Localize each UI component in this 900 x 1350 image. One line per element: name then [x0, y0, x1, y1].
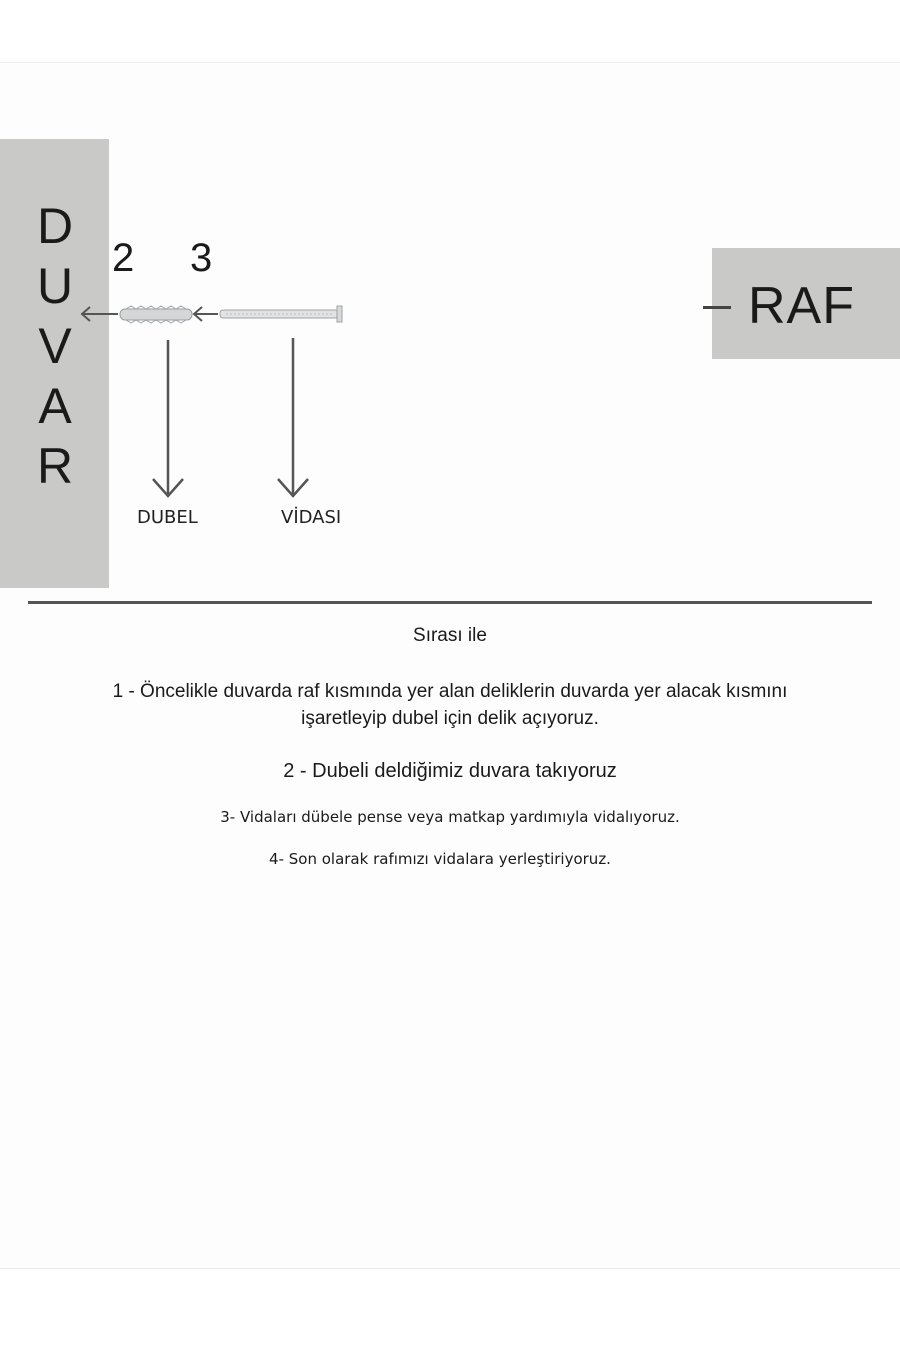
screw-label: VİDASI [281, 507, 342, 528]
dowel-icon [120, 306, 192, 323]
wall-letter: V [38, 318, 72, 374]
screw-label-arrow [278, 338, 308, 496]
wall-letter: A [38, 378, 72, 434]
bottom-band [0, 1268, 900, 1350]
instruction-step-1: 1 - Öncelikle duvarda raf kısmında yer alan deliklerin duvarda yer alacak kısmını işaretleyip dubel için delik açıyoruz. [112, 681, 788, 729]
dowel-label: DUBEL [137, 507, 198, 528]
instruction-step-2: 2 - Dubeli deldiğimiz duvara takıyoruz [283, 760, 617, 782]
instructions-heading: Sırası ile [413, 625, 487, 646]
instruction-step-3: 3- Vidaları dübele pense veya matkap yardımıyla vidalıyoruz. [220, 808, 680, 826]
divider-line [28, 601, 872, 604]
wall-letter: U [36, 258, 74, 314]
step-number-3: 3 [190, 236, 213, 280]
screw-icon [220, 306, 342, 322]
shelf-pointer [703, 306, 731, 309]
wall-arrow [82, 307, 118, 321]
step-number-2: 2 [112, 236, 135, 280]
shelf-label: RAF [748, 277, 855, 335]
wall-letter: R [36, 438, 74, 494]
instruction-step-4: 4- Son olarak rafımızı vidalara yerleştiriyoruz. [269, 850, 611, 868]
wall-letter: D [36, 198, 74, 254]
dowel-arrow [194, 307, 218, 321]
dowel-label-arrow [153, 340, 183, 496]
